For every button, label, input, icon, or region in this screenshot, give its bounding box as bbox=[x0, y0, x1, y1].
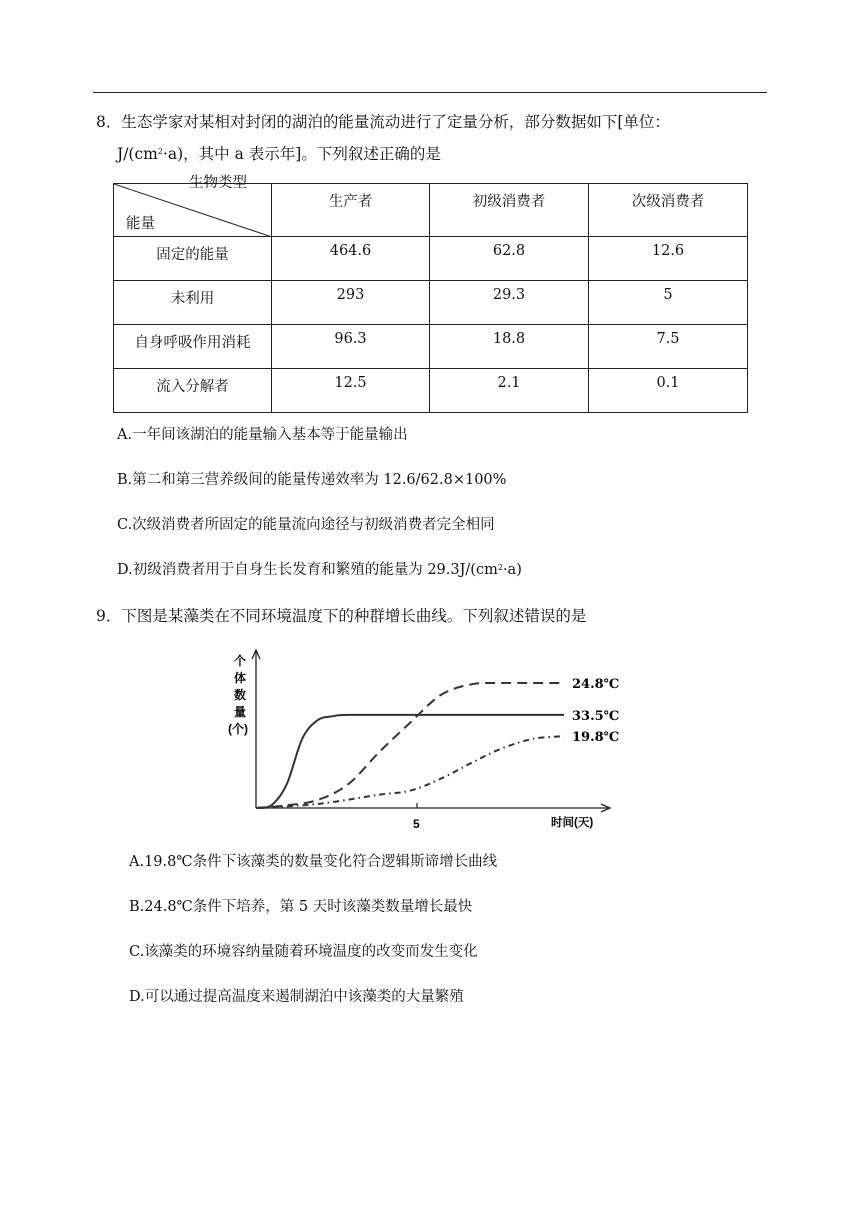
column-header: 生产者 bbox=[272, 184, 430, 237]
table-cell: 96.3 bbox=[272, 325, 430, 369]
corner-top-label: 生物类型 bbox=[189, 175, 247, 191]
table-cell: 293 bbox=[272, 281, 430, 325]
series-line-1 bbox=[256, 683, 564, 808]
energy-table bbox=[113, 175, 748, 413]
row-label: 未利用 bbox=[114, 281, 272, 325]
table-cell: 5 bbox=[589, 281, 748, 325]
q8-stem-line1: 8．生态学家对某相对封闭的湖泊的能量流动进行了定量分析，部分数据如下[单位： bbox=[96, 113, 670, 131]
q8-option-a: A.一年间该湖泊的能量输入基本等于能量输出 bbox=[117, 427, 408, 443]
q9-option-d: D.可以通过提高温度来遏制湖泊中该藻类的大量繁殖 bbox=[129, 989, 464, 1005]
q8-option-d: D.初级消费者用于自身生长发育和繁殖的能量为 $29.3J/(cm^2\cdot a)$ bbox=[117, 562, 522, 578]
series-line-3 bbox=[256, 736, 564, 808]
corner-bottom-label: 能量 bbox=[126, 216, 155, 232]
y-axis-label-char: 量 bbox=[234, 705, 247, 719]
table-cell: 18.8 bbox=[430, 325, 589, 369]
q9-option-b: B.24.8℃条件下培养，第 5 天时该藻类数量增长最快 bbox=[129, 899, 473, 915]
table-cell: 0.1 bbox=[589, 369, 748, 413]
y-axis-label-char: 个 bbox=[234, 654, 247, 668]
table-corner-cell bbox=[114, 175, 272, 237]
q8-stem-line2: $J/(cm^2\cdot a)$，其中 a 表示年]。下列叙述正确的是 bbox=[117, 145, 441, 163]
table-cell: 29.3 bbox=[430, 281, 589, 325]
series-label: 19.8℃ bbox=[572, 730, 620, 746]
row-label: 自身呼吸作用消耗 bbox=[114, 325, 272, 369]
x-axis-label: 时间(天) bbox=[551, 817, 594, 829]
table-cell: 12.5 bbox=[272, 369, 430, 413]
table-row bbox=[114, 281, 748, 325]
population-growth-chart bbox=[224, 645, 634, 835]
q9-stem: 9．下图是某藻类在不同环境温度下的种群增长曲线。下列叙述错误的是 bbox=[96, 607, 587, 625]
row-label: 流入分解者 bbox=[114, 369, 272, 413]
table-cell: 12.6 bbox=[589, 237, 748, 281]
table-cell: 7.5 bbox=[589, 325, 748, 369]
column-header: 次级消费者 bbox=[589, 184, 748, 237]
q8-option-b: B.第二和第三营养级间的能量传递效率为 12.6/62.8×100% bbox=[117, 472, 507, 488]
column-header: 初级消费者 bbox=[430, 184, 589, 237]
q9-option-c: C.该藻类的环境容纳量随着环境温度的改变而发生变化 bbox=[129, 944, 478, 960]
row-label: 固定的能量 bbox=[114, 237, 272, 281]
table-row bbox=[114, 325, 748, 369]
series-label: 24.8℃ bbox=[572, 676, 620, 692]
table-cell: 62.8 bbox=[430, 237, 589, 281]
y-axis-label-char: 数 bbox=[234, 688, 247, 702]
table-row bbox=[114, 237, 748, 281]
y-axis-label-char: 体 bbox=[234, 671, 247, 685]
y-axis-label bbox=[228, 653, 248, 736]
header-rule bbox=[93, 92, 767, 93]
table-row bbox=[114, 369, 748, 413]
series-label: 33.5℃ bbox=[572, 708, 620, 724]
y-axis-label-char: (个) bbox=[228, 722, 248, 736]
series-line-2 bbox=[256, 715, 564, 808]
x-tick-label: 5 bbox=[413, 817, 420, 831]
q8-option-c: C.次级消费者所固定的能量流向途径与初级消费者完全相同 bbox=[117, 517, 495, 533]
table-cell: 464.6 bbox=[272, 237, 430, 281]
table-cell: 2.1 bbox=[430, 369, 589, 413]
q9-option-a: A.19.8℃条件下该藻类的数量变化符合逻辑斯谛增长曲线 bbox=[129, 854, 498, 870]
